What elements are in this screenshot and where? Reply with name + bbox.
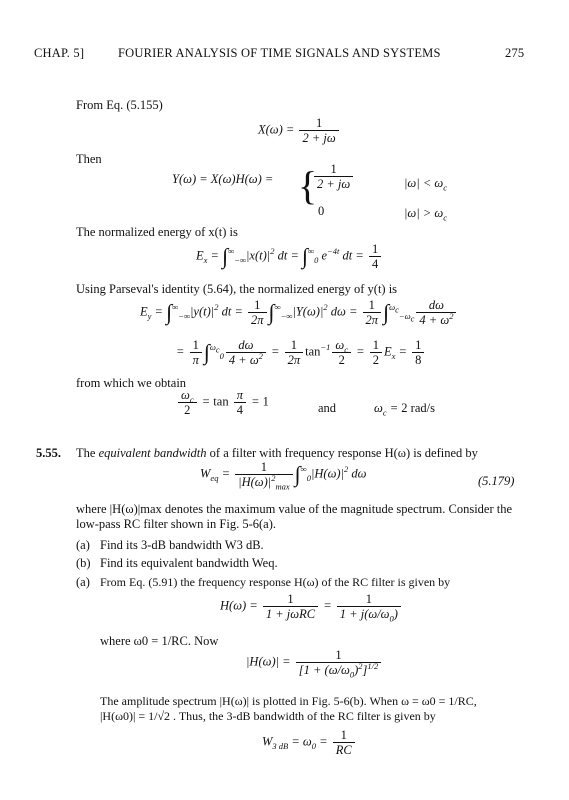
and-word: and — [318, 401, 337, 415]
part-a-label: (a) — [76, 538, 90, 552]
equation-Y: Y(ω) = X(ω)H(ω) = — [172, 172, 274, 186]
from-eq-text: From Eq. (5.155) — [76, 98, 163, 112]
piecewise-cond-1: $|\omega| < \omega_c$ — [404, 176, 447, 193]
piecewise-brace: { — [298, 163, 318, 208]
equation-W3dB: $W_{3 dB} = \omega_0$ = $\frac{1}{RC}$ — [262, 728, 357, 757]
chapter-label: CHAP. 5] — [34, 46, 85, 60]
parseval-text: Using Parseval's identity (5.64), the normalized energy of y(t) is — [76, 282, 398, 296]
amplitude-line-1: The amplitude spectrum |H(ω)| is plotted in Fig. 5-6(b). When ω = ω0 = 1/RC, — [100, 694, 477, 708]
solution-a-text: From Eq. (5.91) the frequency response H(ω) of the RC filter is given by — [100, 575, 451, 589]
piecewise-cond-2: $|\omega| > \omega_c$ — [404, 206, 447, 223]
where-w0-text: where ω0 = 1/RC. Now — [100, 634, 219, 648]
piecewise-case-1: $\frac{1}{2 + j\omega}$ — [312, 162, 355, 191]
problem-intro — [76, 446, 478, 461]
equation-omega-c-value: $\omega_c = 2$ rad/s — [374, 401, 435, 418]
page-number: 275 — [505, 46, 525, 60]
part-b-label: (b) — [76, 556, 91, 570]
problem-desc-2: low-pass RC filter shown in Fig. 5-6(a). — [76, 517, 276, 531]
then-text: Then — [76, 152, 102, 166]
equation-Ex: $E_x = \int^\infty_{-\infty}|x(t)|^2$ dt = $\int^\infty_0$ $e^{-4t}$ dt = $\frac{1}{4}$ — [196, 242, 383, 271]
equation-H-magnitude: |H(ω)| = $\frac{1}{[1 + (\omega/\omega_0)^2]^{1/2}}$ — [246, 648, 383, 677]
equation-X: X(ω) = $\frac{1}{2 + j\omega}$ — [258, 116, 341, 145]
part-b-text: Find its equivalent bandwidth Weq. — [100, 556, 278, 570]
intro-pre: The — [76, 446, 96, 460]
energy-x-text: The normalized energy of x(t) is — [76, 225, 238, 239]
equation-Ey-1: $E_y = \int^\infty_{-\infty}|y(t)|^2$ dt = $\frac{1}{2\pi}$ $\int^\infty_{-\infty}|Y(\omega)|^2$ dω = $\frac{1}{2\pi}$ ∫$^{\omega_c}_{-\omega_c}$ $\frac{d\omega}{4 + \omega^2}$ — [140, 298, 458, 327]
part-a-text: Find its 3-dB bandwidth W3 dB. — [100, 538, 264, 552]
equation-Weq: $W_{eq}$ = $\frac{1}{|H(\omega)|^2_{max}}$ $\int^\infty_0|H(\omega)|^2$ dω — [200, 460, 367, 492]
equation-H: H(ω) = $\frac{1}{\text{1 + jωRC}}$ = $\frac{1}{1 + j(\omega/\omega_0)}$ — [220, 592, 403, 621]
equation-number: (5.179) — [478, 474, 515, 488]
piecewise-case-2: 0 — [318, 204, 325, 218]
problem-desc-1: where |H(ω)|max denotes the maximum value of the magnitude spectrum. Consider the — [76, 502, 513, 516]
amplitude-line-2: |H(ω0)| = 1/√2 . Thus, the 3-dB bandwidth of the RC filter is given by — [100, 709, 436, 723]
from-which-text: from which we obtain — [76, 376, 187, 390]
solution-a-label: (a) — [76, 575, 90, 589]
running-title: FOURIER ANALYSIS OF TIME SIGNALS AND SYSTEMS — [118, 46, 441, 60]
intro-post: of a filter with frequency response H(ω) is defined by — [209, 446, 478, 460]
intro-emphasis: equivalent bandwidth — [98, 446, 207, 460]
problem-number: 5.55. — [36, 446, 61, 460]
equation-omega-c: $\frac{\omega_c}{2}$ = tan $\frac{\pi}{4}$ = 1 — [176, 388, 269, 417]
equation-Ey-2: = $\frac{1}{\pi}$ ∫$^{\omega_c}_0$ $\frac{d\omega}{4 + \omega^2}$ = $\frac{1}{2\pi}$ $\tan^{-1}$ $\frac{\omega_c}{2}$ = $\frac{1}{2}$ $E_x$ = $\frac{1}{8}$ — [176, 338, 426, 367]
